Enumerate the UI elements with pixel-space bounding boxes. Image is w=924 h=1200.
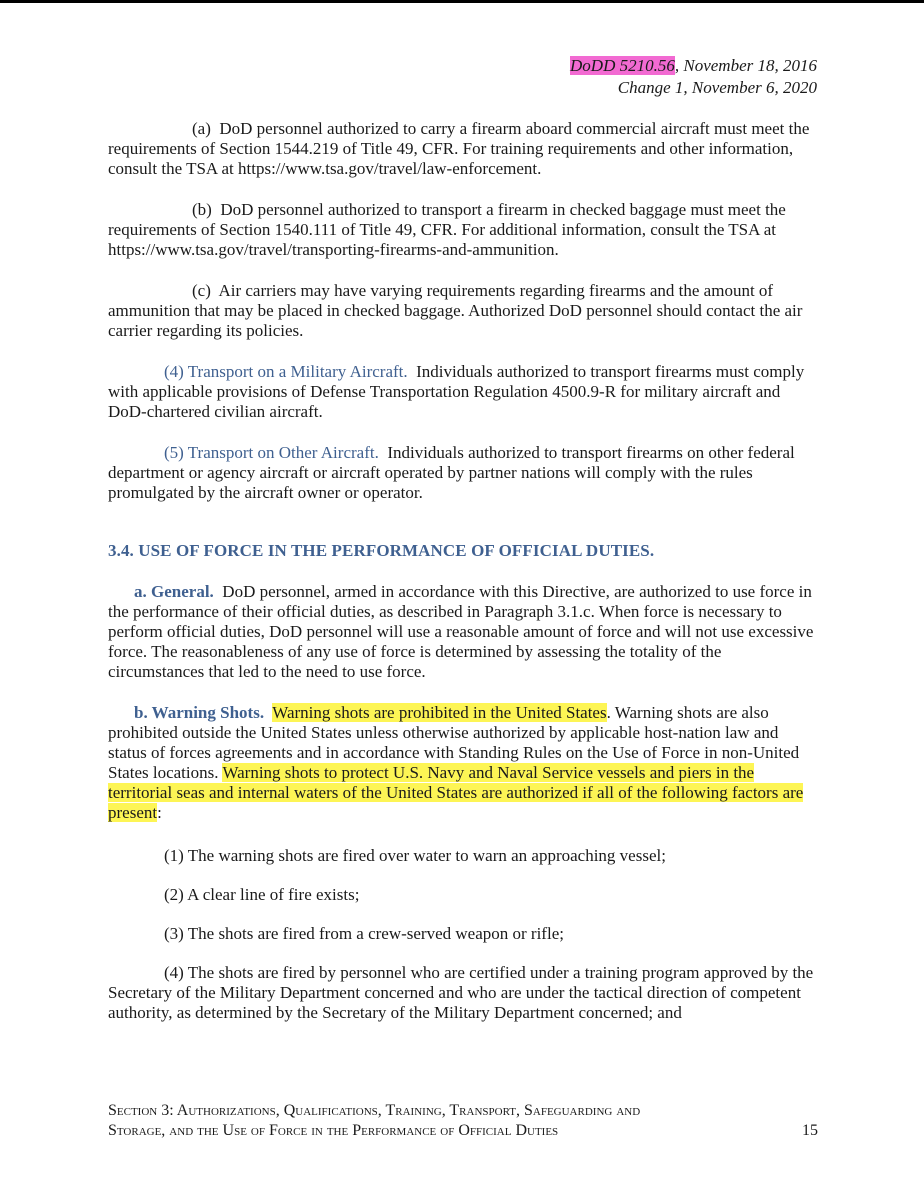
paragraph-5-title: (5) Transport on Other Aircraft.	[164, 443, 379, 462]
document-header	[570, 55, 817, 99]
paragraph-a	[108, 119, 820, 179]
factor-1: (1) The warning shots are fired over water to warn an approaching vessel;	[164, 846, 666, 865]
paragraph-5	[108, 443, 820, 503]
warning-highlight-2: Warning shots to protect U.S. Navy and Naval Service vessels and piers in the territorial seas and internal waters of the United States are authorized if all of the following factors are present	[108, 763, 804, 822]
header-date-line	[570, 55, 817, 77]
footer-line-1: Section 3: Authorizations, Qualifications, Training, Transport, Safeguarding and	[108, 1102, 641, 1119]
paragraph-warning-shots	[108, 703, 820, 823]
section-heading: 3.4. USE OF FORCE IN THE PERFORMANCE OF OFFICIAL DUTIES.	[108, 541, 655, 560]
paragraph-c-label: (c)	[192, 281, 211, 300]
footer-line-2: Storage, and the Use of Force in the Performance of Official Duties	[108, 1122, 559, 1139]
doc-id-highlight: DoDD 5210.56	[570, 56, 675, 75]
page-number: 15	[802, 1122, 818, 1139]
header-change-line: Change 1, November 6, 2020	[617, 78, 817, 97]
general-text: DoD personnel, armed in accordance with this Directive, are authorized to use force in the performance of their official duties, as described in Paragraph 3.1.c. When force is necessary to perform official duties, DoD personnel will use a reasonable amount of force and will not use excessive force. The reasonableness of any use of force is determined by assessing the totality of the circumstances that led to the need to use force.	[108, 582, 814, 681]
paragraph-c	[108, 281, 820, 341]
factor-4: (4) The shots are fired by personnel who are certified under a training program approved by the Secretary of the Military Department concerned and who are under the tactical direction of competent authority, as determined by the Secretary of the Military Department concerned; and	[108, 963, 814, 1022]
paragraph-a-text: DoD personnel authorized to carry a firearm aboard commercial aircraft must meet the requirements of Section 1544.219 of Title 49, CFR. For training requirements and other information, consult the TSA at https://www.tsa.gov/travel/law-enforcement.	[108, 119, 810, 178]
paragraph-5-text: Individuals authorized to transport firearms on other federal department or agency aircraft or aircraft operated by partner nations will comply with the rules promulgated by the aircraft owner or operator.	[108, 443, 795, 502]
paragraph-b-text: DoD personnel authorized to transport a firearm in checked baggage must meet the requirements of Section 1540.111 of Title 49, CFR. For additional information, consult the TSA at https://www.tsa.gov/travel/transporting-firearms-and-ammunition.	[108, 200, 786, 259]
warning-title: b. Warning Shots.	[134, 703, 265, 722]
page-footer	[108, 1101, 820, 1141]
warning-end-text: :	[157, 803, 162, 822]
paragraph-b	[108, 200, 820, 260]
paragraph-4-title: (4) Transport on a Military Aircraft.	[164, 362, 408, 381]
top-border-rule	[0, 0, 924, 3]
factor-3: (3) The shots are fired from a crew-served weapon or rifle;	[164, 924, 564, 943]
paragraph-c-text: Air carriers may have varying requirements regarding firearms and the amount of ammunition that may be placed in checked baggage. Authorized DoD personnel should contact the air carrier regarding its policies.	[108, 281, 803, 340]
paragraph-a-label: (a)	[192, 119, 211, 138]
general-title: a. General.	[134, 582, 214, 601]
paragraph-4-text: Individuals authorized to transport firearms must comply with applicable provisions of Defense Transportation Regulation 4500.9-R for military aircraft and DoD-chartered civilian aircraft.	[108, 362, 805, 421]
header-date: , November 18, 2016	[674, 56, 817, 75]
warning-middle-text: . Warning shots are also prohibited outside the United States unless otherwise authorized by applicable host-nation law and status of forces agreements and in accordance with Standing Rules on the Use of Force in non-United States locations.	[108, 703, 800, 782]
warning-highlight-1: Warning shots are prohibited in the United States	[272, 703, 607, 722]
paragraph-b-label: (b)	[192, 200, 212, 219]
factor-2: (2) A clear line of fire exists;	[164, 885, 360, 904]
paragraph-4	[108, 362, 820, 422]
paragraph-general	[108, 582, 820, 682]
